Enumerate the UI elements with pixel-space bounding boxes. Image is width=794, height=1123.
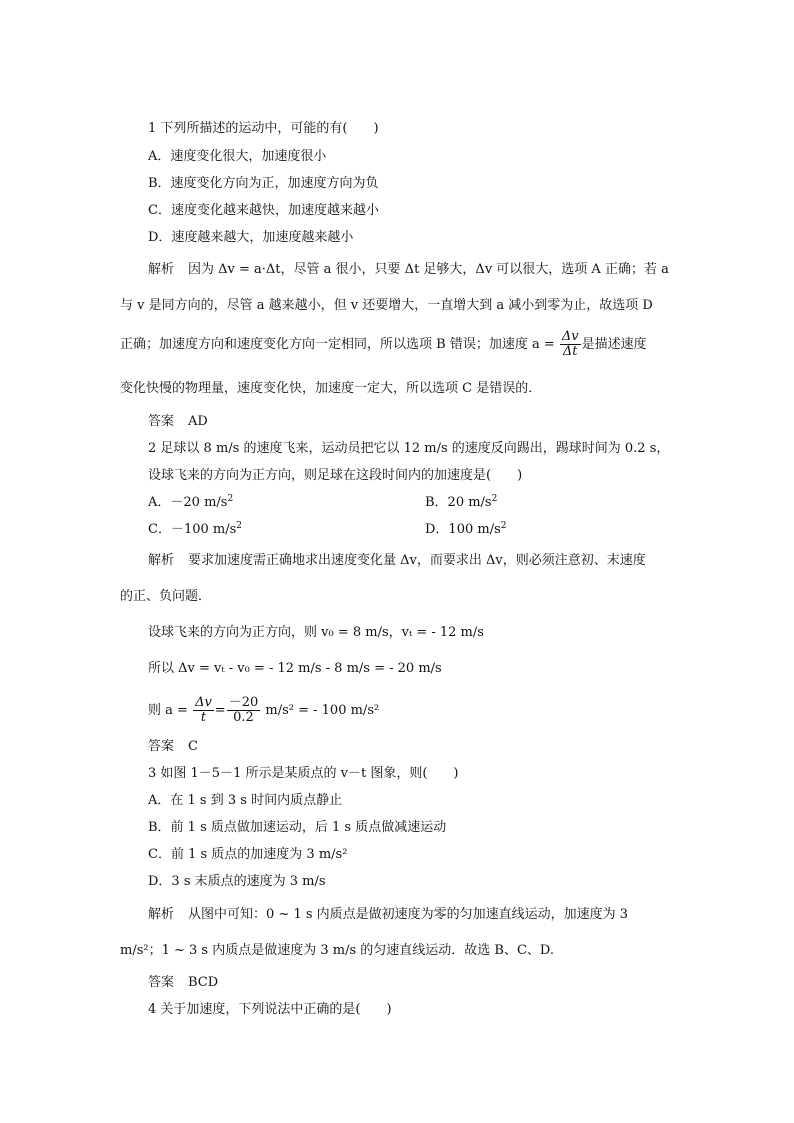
q3-option-d: D．3 s 末质点的速度为 3 m/s — [148, 874, 326, 889]
q2-solution-line-5: 则 a = $\frac{\Delta v}{t}$ = $\frac{-20}{0.2}$ m/s² = - 100 m/s² — [148, 695, 380, 725]
q1-solution-line-2: 与 v 是同方向的，尽管 a 越来越小，但 v 还要增大，一直增大到 a 减小到零为止，故选项 D — [120, 298, 653, 313]
q2-option-c: C．－100 $m/s^2$ — [148, 521, 243, 537]
q1-option-d: D．速度越来越大，加速度越来越小 — [148, 230, 354, 245]
q1-stem: 1 下列所描述的运动中，可能的有( ) — [148, 121, 379, 136]
solution-label: 解析 — [148, 907, 175, 922]
fraction: $\frac{-20}{0.2}$ — [228, 695, 259, 725]
q3-stem: 3 如图 1－5－1 所示是某质点的 v－t 图象，则( ) — [148, 766, 459, 781]
solution-label: 解析 — [148, 262, 175, 277]
q2-stem-line-2: 设球飞来的方向为正方向，则足球在这段时间内的加速度是( ) — [148, 468, 523, 483]
q1-option-b: B．速度变化方向为正，加速度方向为负 — [148, 176, 379, 191]
q3-option-c: C．前 1 s 质点的加速度为 3 m/s² — [148, 847, 348, 862]
q2-option-a: A．－20 $m/s^2$ — [148, 494, 234, 510]
q2-solution-line-3: 设球飞来的方向为正方向，则 v₀ = 8 m/s，vₜ = - 12 m/s — [148, 625, 484, 640]
q2-solution-line-1: 解析 要求加速度需正确地求出速度变化量 Δv，而要求出 Δv，则必须注意初、末速度 — [148, 553, 646, 568]
q1-solution-line-1: 解析 因为 Δv = a·Δt，尽管 a 很小，只要 Δt 足够大，Δv 可以很大，选项 A 正确；若 a — [148, 262, 669, 277]
q1-solution-line-4: 变化快慢的物理量，速度变化快，加速度一定大，所以选项 C 是错误的． — [120, 381, 542, 396]
q3-answer — [148, 974, 218, 992]
q3-solution-line-2: m/s²；1 ~ 3 s 内质点是做速度为 3 m/s 的匀速直线运动．故选 B、C、D. — [120, 943, 554, 958]
q2-solution-line-2: 的正、负问题． — [120, 589, 212, 604]
q1-option-a: A．速度变化很大，加速度很小 — [148, 149, 327, 164]
answer-value: BCD — [188, 975, 219, 990]
q3-option-a: A．在 1 s 到 3 s 时间内质点静止 — [148, 793, 343, 808]
fraction: $\frac{\Delta v}{t}$ — [195, 695, 212, 725]
fraction: $\frac{\Delta v}{\Delta t}$ — [561, 329, 579, 359]
q2-option-d: D．100 $m/s^2$ — [425, 521, 507, 537]
q2-answer — [148, 738, 198, 756]
q1-option-c: C．速度变化越来越快，加速度越来越小 — [148, 203, 379, 218]
answer-value: C — [188, 739, 198, 754]
q3-option-b: B．前 1 s 质点做加速运动，后 1 s 质点做减速运动 — [148, 820, 447, 835]
q2-stem-line-1: 2 足球以 8 m/s 的速度飞来，运动员把它以 12 m/s 的速度反向踢出，踢球时间为 0.2 s， — [148, 441, 670, 456]
answer-label: 答案 — [148, 414, 175, 429]
q2-option-b: B．20 $m/s^2$ — [425, 494, 498, 510]
answer-value: AD — [188, 414, 208, 429]
q1-solution-line-3: 正确；加速度方向和速度变化方向一定相同，所以选项 B 错误；加速度 a = $\frac{\Delta v}{\Delta t}$ 是描述速度 — [120, 329, 647, 359]
q1-answer — [148, 413, 208, 431]
q4-stem: 4 关于加速度，下列说法中正确的是( ) — [148, 1002, 392, 1017]
q2-solution-line-4: 所以 Δv = vₜ - v₀ = - 12 m/s - 8 m/s = - 20 m/s — [148, 661, 442, 676]
solution-label: 解析 — [148, 553, 175, 568]
answer-label: 答案 — [148, 975, 175, 990]
answer-label: 答案 — [148, 739, 175, 754]
q3-solution-line-1: 解析 从图中可知：0 ~ 1 s 内质点是做初速度为零的匀加速直线运动，加速度为 3 — [148, 907, 629, 922]
